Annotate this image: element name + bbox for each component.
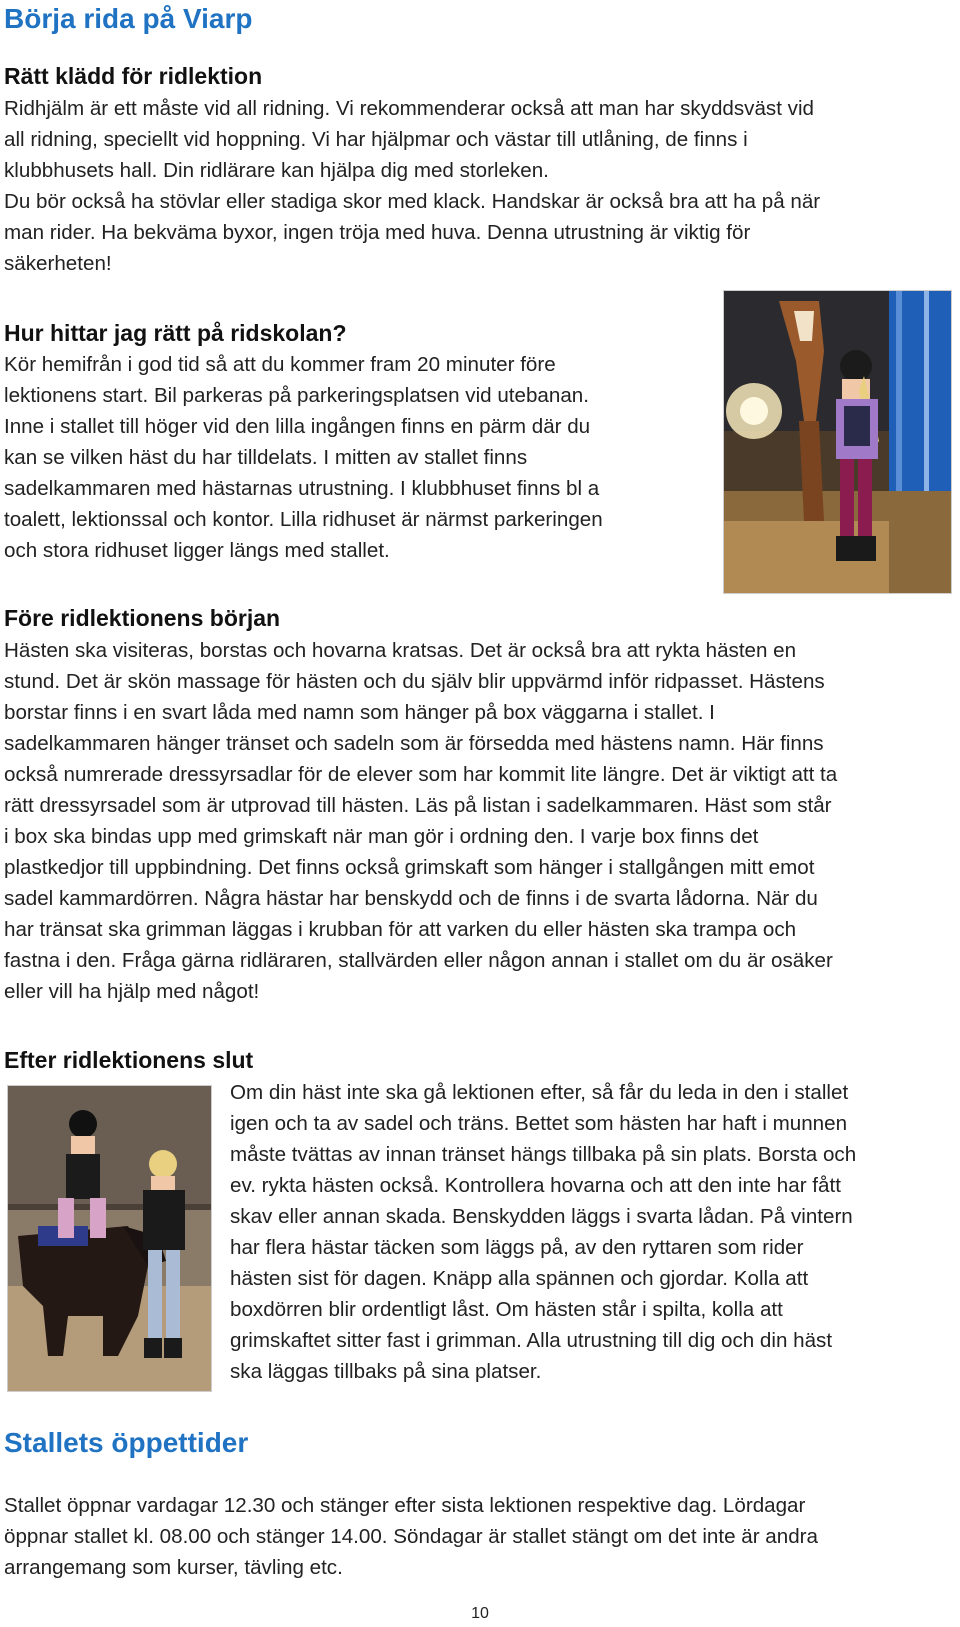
photo-child-on-pony bbox=[7, 1085, 212, 1392]
text-line: säkerheten! bbox=[4, 252, 112, 275]
text-line: lektionens start. Bil parkeras på parkeringsplatsen vid utebanan. bbox=[4, 384, 589, 407]
text-line: all ridning, speciellt vid hoppning. Vi har hjälpmar och västar till utlåning, de finns i bbox=[4, 128, 748, 151]
text-line: Du bör också ha stövlar eller stadiga skor med klack. Handskar är också bra att ha på när bbox=[4, 190, 821, 213]
text-line: plastkedjor till uppbindning. Det finns också grimskaft som hänger i stallgången mitt emot bbox=[4, 856, 815, 879]
text-line: boxdörren blir ordentligt låst. Om hästen står i spilta, kolla att bbox=[230, 1298, 783, 1321]
text-line: sadelkammaren hänger tränset och sadeln som är försedda med hästens namn. Här finns bbox=[4, 732, 824, 755]
text-line: Stallet öppnar vardagar 12.30 och stänger efter sista lektionen respektive dag. Lördagar bbox=[4, 1494, 806, 1517]
text-line: måste tvättas av innan tränset hängs tillbaka på sin plats. Borsta och bbox=[230, 1143, 857, 1166]
text-line: i box ska bindas upp med grimskaft när man gör i ordning den. I varje box finns det bbox=[4, 825, 759, 848]
text-line: igen och ta av sadel och träns. Bettet som hästen har haft i munnen bbox=[230, 1112, 848, 1135]
heading-equipment: Rätt klädd för ridlektion bbox=[4, 63, 263, 89]
text-line: toalett, lektionssal och kontor. Lilla ridhuset är närmst parkeringen bbox=[4, 508, 603, 531]
paragraph-equipment bbox=[4, 93, 820, 279]
photo-girl-with-horse bbox=[723, 290, 952, 594]
text-line: borstar finns i en svart låda med namn som hänger på box väggarna i stallet. I bbox=[4, 701, 715, 724]
text-line: Hästen ska visiteras, borstas och hovarna kratsas. Det är också bra att rykta hästen en bbox=[4, 639, 797, 662]
text-line: arrangemang som kurser, tävling etc. bbox=[4, 1556, 343, 1579]
text-line: Ridhjälm är ett måste vid all ridning. Vi rekommenderar också att man har skyddsväst vid bbox=[4, 97, 814, 120]
page-number: 10 bbox=[471, 1605, 489, 1622]
paragraph-directions bbox=[4, 349, 603, 566]
text-line: rätt dressyrsadel som är utprovad till hästen. Läs på listan i sadelkammaren. Häst som står bbox=[4, 794, 832, 817]
text-line: ska läggas tillbaks på sina platser. bbox=[230, 1360, 542, 1383]
text-line: Kör hemifrån i god tid så att du kommer fram 20 minuter före bbox=[4, 353, 556, 376]
text-line: Om din häst inte ska gå lektionen efter, så får du leda in den i stallet bbox=[230, 1081, 849, 1104]
paragraph-before-lesson bbox=[4, 635, 837, 1007]
paragraph-after-lesson bbox=[230, 1077, 856, 1387]
text-line: man rider. Ha bekväma byxor, ingen tröja med huva. Denna utrustning är viktig för bbox=[4, 221, 751, 244]
text-line: har tränsat ska grimman läggas i krubban för att varken du eller hästen ska trampa och bbox=[4, 918, 797, 941]
text-line: sadelkammaren med hästarnas utrustning. I klubbhuset finns bl a bbox=[4, 477, 600, 500]
text-line: hästen sist för dagen. Knäpp alla spännen och gjordar. Kolla att bbox=[230, 1267, 809, 1290]
heading-opening-hours: Stallets öppettider bbox=[4, 1427, 249, 1458]
text-line: fastna i den. Fråga gärna ridläraren, stallvärden eller någon annan i stallet om du är osäker bbox=[4, 949, 833, 972]
text-line: kan se vilken häst du har tilldelats. I mitten av stallet finns bbox=[4, 446, 528, 469]
heading-directions: Hur hittar jag rätt på ridskolan? bbox=[4, 320, 347, 346]
text-line: sadel kammardörren. Några hästar har benskydd och de finns i de svarta lådorna. När du bbox=[4, 887, 818, 910]
text-line: ev. rykta hästen också. Kontrollera hovarna och att den inte har fått bbox=[230, 1174, 841, 1197]
paragraph-opening-hours bbox=[4, 1490, 818, 1583]
text-line: eller vill ha hjälp med något! bbox=[4, 980, 260, 1003]
text-line: har flera hästar täcken som läggs på, av den ryttaren som rider bbox=[230, 1236, 804, 1259]
page-title: Börja rida på Viarp bbox=[4, 3, 253, 34]
text-line: också numrerade dressyrsadlar för de elever som har kommit lite längre. Det är viktigt att ta bbox=[4, 763, 838, 786]
text-line: och stora ridhuset ligger längs med stallet. bbox=[4, 539, 390, 562]
text-line: öppnar stallet kl. 08.00 och stänger 14.00. Söndagar är stallet stängt om det inte är andra bbox=[4, 1525, 818, 1548]
heading-after-lesson: Efter ridlektionens slut bbox=[4, 1047, 254, 1073]
text-line: stund. Det är skön massage för hästen och du själv blir uppvärmd inför ridpasset. Hästens bbox=[4, 670, 825, 693]
text-line: skav eller annan skada. Benskydden läggs i svarta lådan. På vintern bbox=[230, 1205, 853, 1228]
heading-before-lesson: Före ridlektionens början bbox=[4, 605, 281, 631]
text-line: klubbhusets hall. Din ridlärare kan hjälpa dig med storleken. bbox=[4, 159, 549, 182]
text-line: Inne i stallet till höger vid den lilla ingången finns en pärm där du bbox=[4, 415, 591, 438]
text-line: grimskaftet sitter fast i grimman. Alla utrustning till dig och din häst bbox=[230, 1329, 833, 1352]
